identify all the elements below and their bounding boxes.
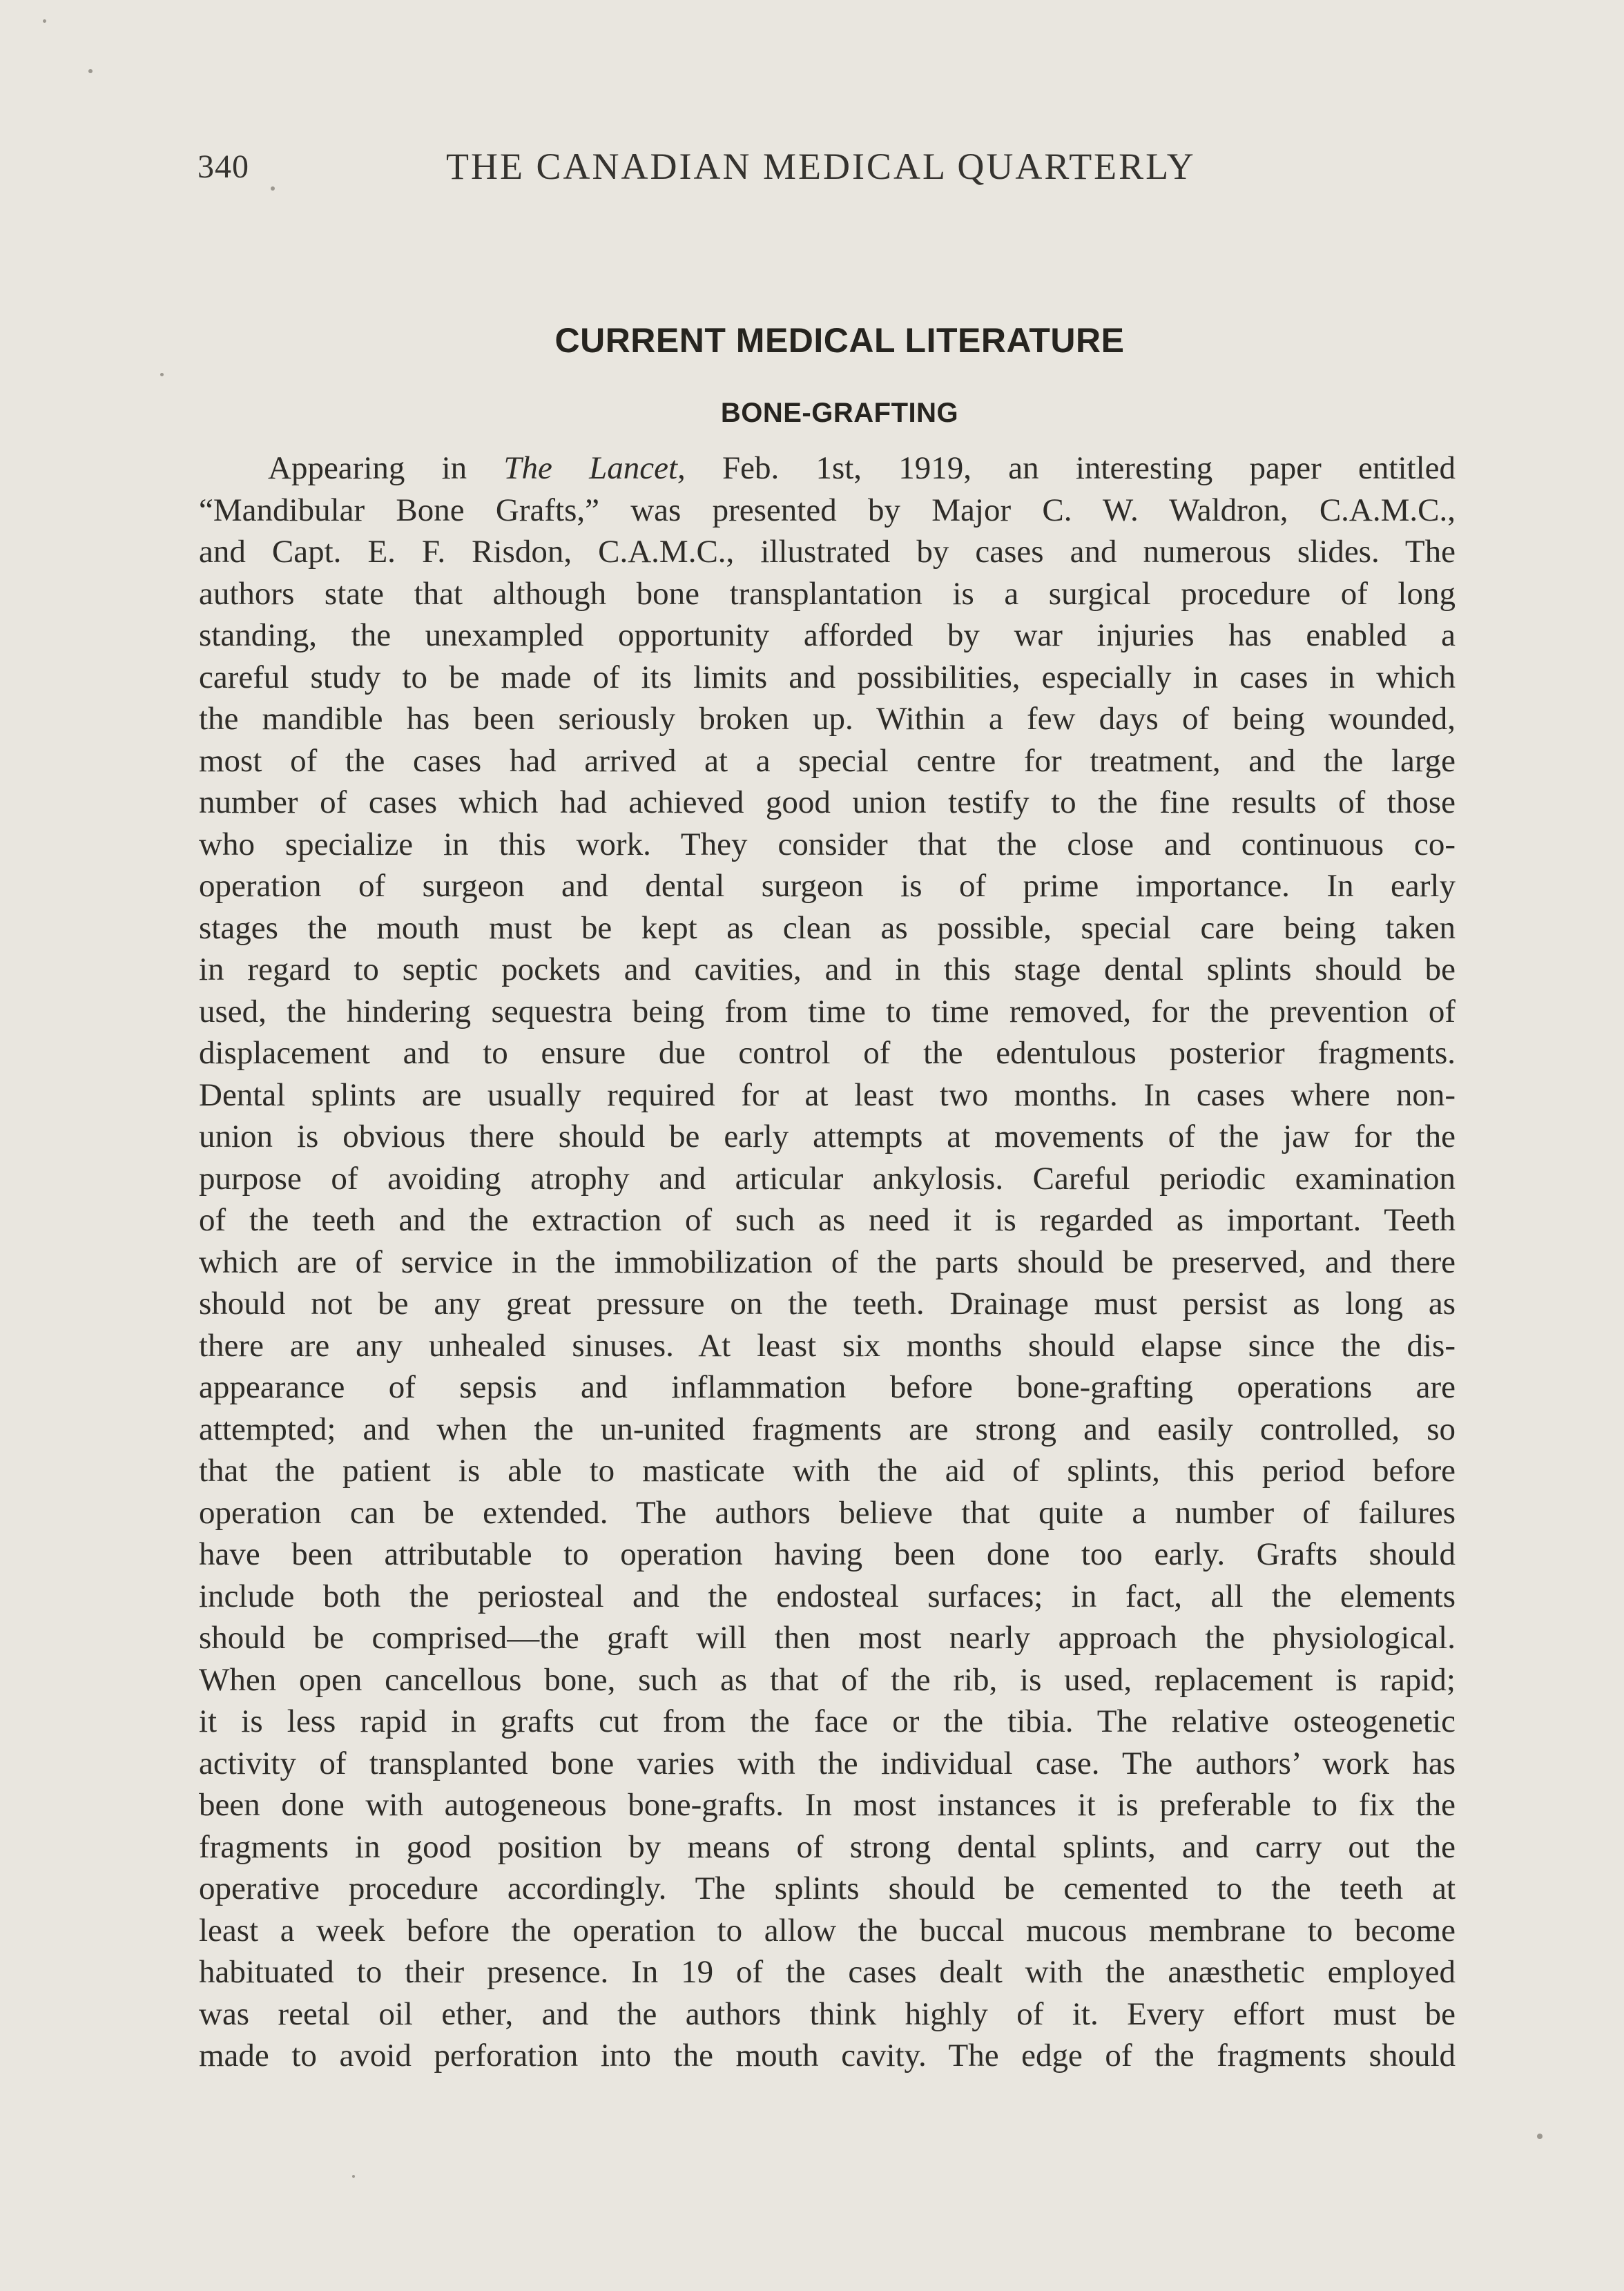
- scan-speck: [1537, 2134, 1543, 2139]
- body-line: habituated to their presence. In 19 of the cases dealt with the anæsthetic employed: [199, 1954, 1456, 1990]
- body-line: When open cancellous bone, such as that of the rib, is used, replacement is rapid;: [199, 1661, 1456, 1698]
- article-body: [199, 447, 1456, 2077]
- section-title: CURRENT MEDICAL LITERATURE: [554, 321, 1125, 360]
- body-line: standing, the unexampled opportunity afforded by war injuries has enabled a: [199, 617, 1456, 653]
- scan-speck: [43, 19, 46, 23]
- body-line: operation of surgeon and dental surgeon is of prime importance. In early: [199, 868, 1456, 904]
- body-line: appearance of sepsis and inflammation before bone-grafting operations are: [199, 1369, 1456, 1405]
- body-line: fragments in good position by means of strong dental splints, and carry out the: [199, 1828, 1456, 1865]
- body-line: most of the cases had arrived at a special centre for treatment, and the large: [199, 742, 1456, 779]
- scan-speck: [88, 69, 93, 73]
- journal-name: The Lancet,: [503, 450, 686, 486]
- body-line: include both the periosteal and the endosteal surfaces; in fact, all the elements: [199, 1578, 1456, 1614]
- journal-title: THE CANADIAN MEDICAL QUARTERLY: [446, 146, 1196, 187]
- body-line: attempted; and when the un-united fragments are strong and easily controlled, so: [199, 1411, 1456, 1447]
- body-line: there are any unhealed sinuses. At least six months should elapse since the dis-: [199, 1327, 1456, 1364]
- body-line: union is obvious there should be early attempts at movements of the jaw for the: [199, 1119, 1456, 1154]
- body-line-first: [199, 447, 1456, 490]
- body-line: it is less rapid in grafts cut from the face or the tibia. The relative osteogenetic: [199, 1703, 1456, 1739]
- body-line: least a week before the operation to allow the buccal mucous membrane to become: [199, 1912, 1456, 1949]
- body-line: “Mandibular Bone Grafts,” was presented by Major C. W. Waldron, C.A.M.C.,: [199, 492, 1456, 528]
- body-line: made to avoid perforation into the mouth cavity. The edge of the fragments should: [199, 2038, 1456, 2074]
- body-line: stages the mouth must be kept as clean as possible, special care being taken: [199, 909, 1456, 946]
- body-line: the mandible has been seriously broken up. Within a few days of being wounded,: [199, 701, 1456, 737]
- body-line: of the teeth and the extraction of such as need it is regarded as important. Teeth: [199, 1202, 1456, 1238]
- body-line: Dental splints are usually required for at least two months. In cases where non-: [199, 1076, 1456, 1113]
- body-line: have been attributable to operation having been done too early. Grafts should: [199, 1536, 1456, 1572]
- scan-speck: [271, 186, 275, 191]
- body-line: displacement and to ensure due control of the edentulous posterior fragments.: [199, 1035, 1456, 1071]
- body-line: which are of service in the immobilization of the parts should be preserved, and there: [199, 1244, 1456, 1280]
- body-line: been done with autogeneous bone-grafts. In most instances it is preferable to fix the: [199, 1787, 1456, 1823]
- body-line: was reetal oil ether, and the authors think highly of it. Every effort must be: [199, 1995, 1456, 2032]
- body-line: operation can be extended. The authors believe that quite a number of failures: [199, 1494, 1456, 1531]
- running-head: [197, 145, 1454, 193]
- page-number: 340: [197, 148, 249, 185]
- article-title: BONE-GRAFTING: [720, 398, 959, 428]
- body-line: authors state that although bone transplantation is a surgical procedure of long: [199, 575, 1456, 612]
- body-line: in regard to septic pockets and cavities, and in this stage dental splints should be: [199, 951, 1456, 987]
- body-line: operative procedure accordingly. The splints should be cemented to the teeth at: [199, 1870, 1456, 1906]
- body-line: number of cases which had achieved good union testify to the fine results of those: [199, 784, 1456, 820]
- body-line: activity of transplanted bone varies with the individual case. The authors’ work has: [199, 1745, 1456, 1781]
- scan-speck: [352, 2175, 355, 2178]
- first-line-before: Appearing in: [268, 450, 504, 486]
- body-line: careful study to be made of its limits and possibilities, especially in cases in which: [199, 659, 1456, 695]
- body-line: purpose of avoiding atrophy and articular ankylosis. Careful periodic examination: [199, 1160, 1456, 1197]
- body-line: used, the hindering sequestra being from time to time removed, for the prevention of: [199, 993, 1456, 1030]
- body-line: should be comprised—the graft will then most nearly approach the physiological.: [199, 1620, 1456, 1656]
- body-line: who specialize in this work. They consider that the close and continuous co-: [199, 826, 1456, 862]
- body-line: that the patient is able to masticate with the aid of splints, this period before: [199, 1453, 1456, 1489]
- scan-speck: [160, 373, 164, 376]
- first-line-after: Feb. 1st, 1919, an interesting paper entitled: [685, 450, 1456, 486]
- body-line: and Capt. E. F. Risdon, C.A.M.C., illustrated by cases and numerous slides. The: [199, 534, 1456, 570]
- body-line: should not be any great pressure on the teeth. Drainage must persist as long as: [199, 1286, 1456, 1322]
